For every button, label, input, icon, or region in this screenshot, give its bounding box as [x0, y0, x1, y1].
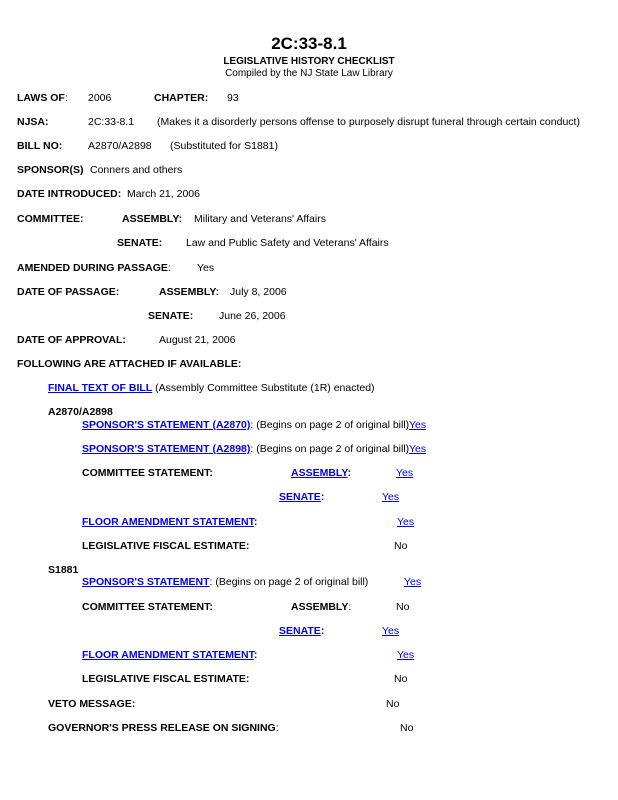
s-committee-assembly [291, 601, 351, 613]
final-text-note: (Assembly Committee Substitute (1R) enacted) [155, 382, 375, 394]
a-committee-assembly [291, 467, 351, 479]
laws-of-colon: : [64, 92, 68, 104]
following-heading: FOLLOWING ARE ATTACHED IF AVAILABLE: [17, 358, 242, 370]
governor-row [48, 722, 279, 734]
governor-colon: : [275, 722, 279, 734]
date-of-approval-label: DATE OF APPROVAL: [17, 334, 126, 346]
s-section-heading: S1881 [48, 564, 79, 576]
a-sponsor1-value[interactable]: Yes [409, 419, 427, 431]
committee-assembly-label: ASSEMBLY: [122, 213, 183, 225]
s-sponsor-value[interactable]: Yes [404, 576, 422, 588]
passage-senate-label: SENATE: [148, 310, 194, 322]
amended-label-group [17, 262, 171, 274]
date-introduced-value: March 21, 2006 [127, 188, 200, 200]
a-fiscal-value: No [394, 540, 408, 552]
s-committee-senate-value[interactable]: Yes [382, 625, 400, 637]
njsa-value: 2C:33-8.1 [88, 116, 135, 128]
bill-no-note: (Substituted for S1881) [170, 140, 278, 152]
amended-colon: : [167, 262, 171, 274]
s-floor-colon: : [253, 649, 258, 661]
s-committee-senate-colon: : [320, 625, 325, 637]
a-committee-senate-colon: : [320, 491, 325, 503]
a-committee-senate-link[interactable]: SENATE [279, 491, 321, 503]
s-sponsor-link[interactable]: SPONSOR'S STATEMENT [82, 576, 210, 588]
a-sponsor1-note: : (Begins on page 2 of original bill) [250, 419, 410, 431]
committee-senate-label: SENATE: [117, 237, 163, 249]
amended-value: Yes [197, 262, 215, 274]
s-committee-senate [279, 625, 324, 637]
s-floor-row [82, 649, 257, 661]
committee-senate-value: Law and Public Safety and Veterans' Affairs [186, 237, 389, 249]
a-floor-value[interactable]: Yes [397, 516, 415, 528]
veto-label: VETO MESSAGE: [48, 698, 136, 710]
committee-label: COMMITTEE: [17, 213, 84, 225]
passage-assembly-label: ASSEMBLY: [159, 286, 220, 298]
s-committee-assembly-label: ASSEMBLY [291, 601, 349, 613]
sponsor-value: Conners and others [90, 164, 183, 176]
njsa-label: NJSA: [17, 116, 49, 128]
a-sponsor2-value[interactable]: Yes [409, 443, 427, 455]
date-introduced-label: DATE INTRODUCED: [17, 188, 122, 200]
a-sponsor2-note: : (Begins on page 2 of original bill) [250, 443, 410, 455]
a-floor-row [82, 516, 257, 528]
bill-no-label: BILL NO: [17, 140, 63, 152]
governor-label: GOVERNOR'S PRESS RELEASE ON SIGNING [48, 722, 276, 734]
s-floor-link[interactable]: FLOOR AMENDMENT STATEMENT [82, 649, 254, 661]
governor-value: No [400, 722, 414, 734]
page-title: 2C:33-8.1 [271, 34, 347, 53]
chapter-label: CHAPTER: [154, 92, 209, 104]
sponsor-label: SPONSOR(S) [17, 164, 84, 176]
a-sponsor1-row [82, 419, 409, 431]
page-subtitle: LEGISLATIVE HISTORY CHECKLIST [223, 56, 395, 67]
njsa-description: (Makes it a disorderly persons offense to purposely disrupt funeral through certain conduct) [157, 116, 580, 128]
a-sponsor1-link[interactable]: SPONSOR'S STATEMENT (A2870) [82, 419, 251, 431]
s-fiscal-label: LEGISLATIVE FISCAL ESTIMATE: [82, 673, 250, 685]
a-sponsor2-row [82, 443, 409, 455]
compiled-by: Compiled by the NJ State Law Library [225, 68, 393, 79]
final-text-row [48, 382, 375, 394]
s-sponsor-row [82, 576, 368, 588]
a-committee-label: COMMITTEE STATEMENT: [82, 467, 213, 479]
final-text-link[interactable]: FINAL TEXT OF BILL [48, 382, 153, 394]
date-of-approval-value: August 21, 2006 [159, 334, 236, 346]
amended-label: AMENDED DURING PASSAGE [17, 262, 168, 274]
a-committee-senate [279, 491, 324, 503]
a-committee-assembly-link[interactable]: ASSEMBLY [291, 467, 348, 479]
date-of-passage-label: DATE OF PASSAGE: [17, 286, 120, 298]
a-committee-assembly-value[interactable]: Yes [396, 467, 414, 479]
s-fiscal-value: No [394, 673, 408, 685]
s-committee-senate-link[interactable]: SENATE [279, 625, 321, 637]
committee-assembly-value: Military and Veterans' Affairs [194, 213, 326, 225]
s-committee-assembly-colon: : [348, 601, 352, 613]
laws-of-value: 2006 [88, 92, 112, 104]
a-fiscal-label: LEGISLATIVE FISCAL ESTIMATE: [82, 540, 250, 552]
s-committee-assembly-value: No [396, 601, 410, 613]
passage-senate-value: June 26, 2006 [219, 310, 286, 322]
a-sponsor2-link[interactable]: SPONSOR'S STATEMENT (A2898) [82, 443, 251, 455]
chapter-value: 93 [227, 92, 239, 104]
a-floor-colon: : [253, 516, 258, 528]
s-floor-value[interactable]: Yes [397, 649, 415, 661]
laws-of-label-group [17, 92, 68, 104]
veto-value: No [386, 698, 400, 710]
a-section-heading: A2870/A2898 [48, 406, 113, 418]
a-committee-assembly-colon: : [347, 467, 352, 479]
s-sponsor-note: : (Begins on page 2 of original bill) [209, 576, 369, 588]
a-floor-link[interactable]: FLOOR AMENDMENT STATEMENT [82, 516, 254, 528]
laws-of-label: LAWS OF [17, 92, 65, 104]
bill-no-value: A2870/A2898 [88, 140, 152, 152]
a-committee-senate-value[interactable]: Yes [382, 491, 400, 503]
s-committee-label: COMMITTEE STATEMENT: [82, 601, 213, 613]
passage-assembly-value: July 8, 2006 [230, 286, 287, 298]
